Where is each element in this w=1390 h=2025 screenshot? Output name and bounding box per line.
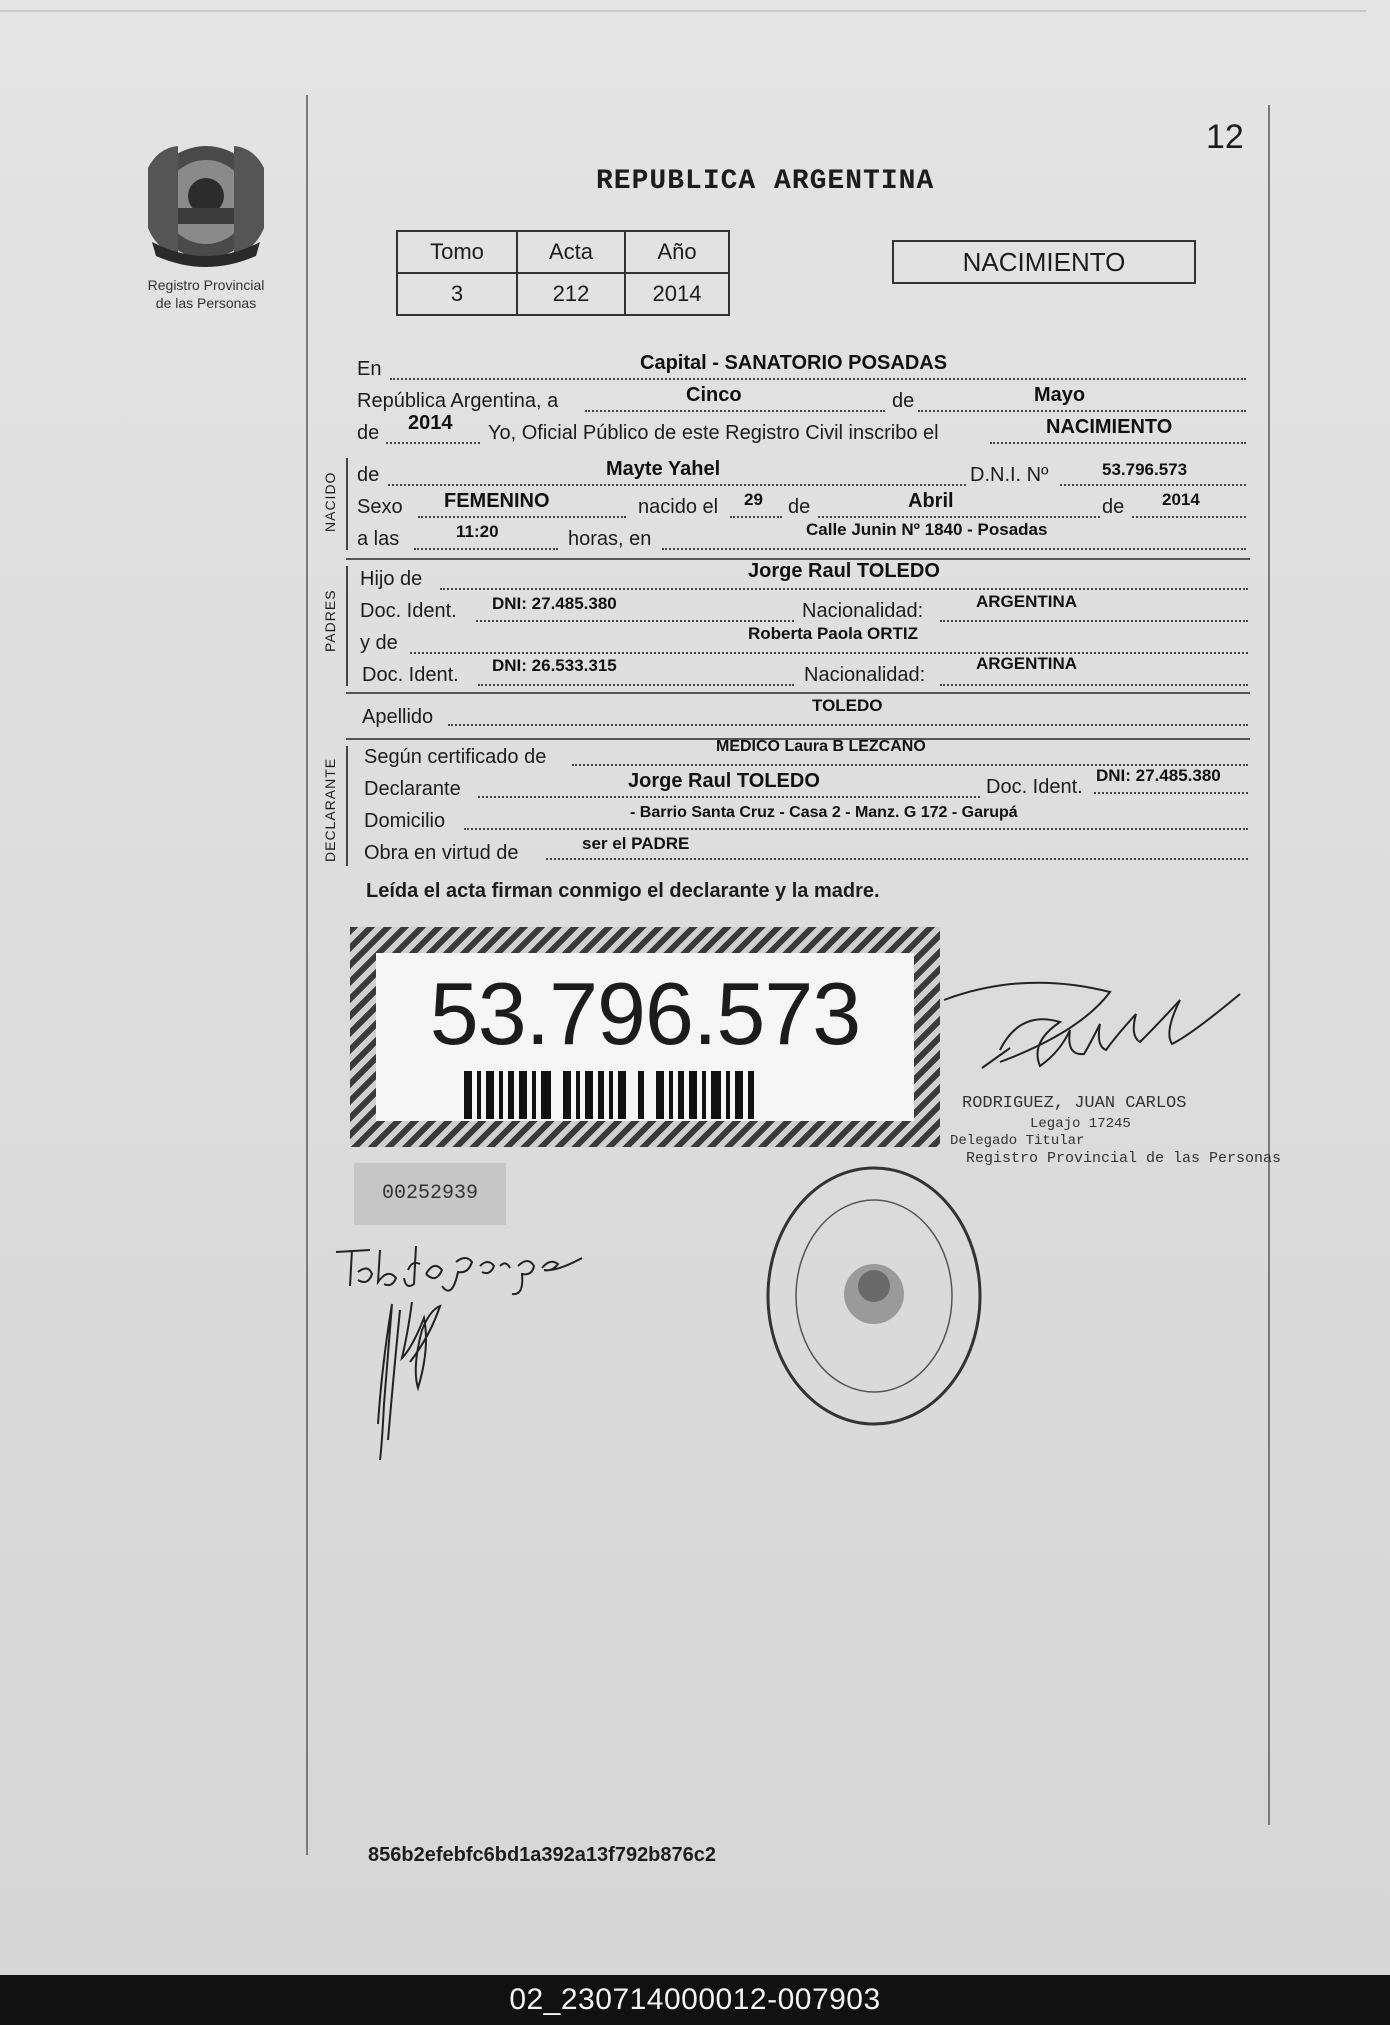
nacido-section-label: NACIDO	[322, 471, 338, 532]
dots	[388, 484, 966, 486]
mother-doc: DNI: 26.533.315	[492, 656, 617, 675]
anio-header: Año	[625, 231, 729, 273]
dni-number: 53.796.573	[429, 964, 861, 1063]
de-label-2: de	[788, 496, 811, 518]
official-registry: Registro Provincial de las Personas	[966, 1150, 1282, 1167]
declarante-section-label: DECLARANTE	[322, 757, 338, 862]
section-rule	[346, 458, 348, 550]
obra-value: ser el PADRE	[582, 834, 690, 853]
alas-label: a las	[357, 528, 400, 550]
dni-label-inner	[376, 953, 914, 1121]
registry-stamp	[758, 1146, 990, 1452]
closing-statement: Leída el acta firman conmigo el declarante y la madre.	[366, 880, 880, 902]
dots	[662, 548, 1246, 550]
dots	[478, 796, 980, 798]
logo-caption-line-1: Registro Provincial	[147, 277, 265, 293]
dni-label: D.N.I. Nº	[970, 464, 1049, 486]
footer-id: 02_230714000012-007903	[0, 1975, 1390, 2025]
child-dni: 53.796.573	[1102, 460, 1188, 479]
dots	[546, 858, 1248, 860]
apellido-label: Apellido	[362, 706, 434, 728]
declarante-doc-label: Doc. Ident.	[986, 776, 1083, 798]
de2-label: de	[357, 422, 380, 444]
nacido-de-label: de	[357, 464, 380, 486]
dots	[1094, 792, 1248, 794]
nacido-el-label: nacido el	[638, 496, 719, 518]
left-margin-line	[306, 95, 308, 1855]
serial-number: 00252939	[354, 1163, 506, 1225]
dots	[940, 684, 1248, 686]
de-label-3: de	[1102, 496, 1125, 518]
acta-header: Acta	[517, 231, 625, 273]
dots	[940, 620, 1248, 622]
mother-nationality: ARGENTINA	[976, 654, 1078, 673]
dots	[414, 548, 558, 550]
logo-caption-line-2: de las Personas	[155, 295, 257, 311]
dots	[730, 516, 782, 518]
certificate-value: MEDICO Laura B LEZCANO	[716, 738, 926, 755]
birth-year: 2014	[1162, 490, 1200, 509]
hr	[346, 692, 1250, 694]
apellido-value: TOLEDO	[812, 696, 883, 715]
barcode	[464, 1071, 759, 1119]
birth-day: 29	[744, 490, 763, 509]
year-value: 2014	[408, 412, 453, 434]
father-name: Jorge Raul TOLEDO	[748, 560, 940, 582]
birth-place: Calle Junin Nº 1840 - Posadas	[806, 520, 1048, 539]
document-title: REPUBLICA ARGENTINA	[596, 166, 935, 197]
sexo-label: Sexo	[357, 496, 403, 518]
section-rule	[346, 566, 348, 686]
cert-label: Según certificado de	[364, 746, 547, 768]
declarante-doc: DNI: 27.485.380	[1096, 766, 1221, 785]
month-value: Mayo	[1034, 384, 1086, 406]
declarante-label: Declarante	[364, 778, 461, 800]
dots	[585, 410, 885, 412]
dots	[464, 828, 1248, 830]
dots	[386, 442, 480, 444]
horas-label: horas, en	[568, 528, 652, 550]
dots	[418, 516, 626, 518]
logo-caption	[128, 276, 284, 312]
acta-value: 212	[517, 273, 625, 315]
place-value: Capital - SANATORIO POSADAS	[640, 352, 948, 374]
dots	[390, 378, 1246, 380]
mother-nat-label: Nacionalidad:	[804, 664, 926, 686]
dots	[1060, 484, 1246, 486]
father-nat-label: Nacionalidad:	[802, 600, 924, 622]
document-hash: 856b2efebfc6bd1a392a13f792b876c2	[368, 1844, 717, 1866]
dots	[440, 588, 1248, 590]
page-number: 12	[1206, 118, 1244, 156]
dots	[448, 724, 1248, 726]
de-label: de	[892, 390, 915, 412]
tomo-header: Tomo	[397, 231, 517, 273]
dots	[990, 442, 1246, 444]
mother-doc-label: Doc. Ident.	[362, 664, 459, 686]
child-name: Mayte Yahel	[606, 458, 721, 480]
dots	[918, 410, 1246, 412]
anio-value: 2014	[625, 273, 729, 315]
republica-label: República Argentina, a	[357, 390, 559, 412]
official-role: Delegado Titular	[950, 1133, 1085, 1149]
dots	[476, 620, 794, 622]
official-legajo: Legajo 17245	[1030, 1116, 1131, 1132]
section-rule	[346, 746, 348, 866]
birth-month: Abril	[908, 490, 954, 512]
en-label: En	[357, 358, 382, 380]
dots	[818, 516, 1100, 518]
dni-barcode-label	[350, 927, 940, 1147]
declarante-value: Jorge Raul TOLEDO	[628, 770, 820, 792]
day-value: Cinco	[686, 384, 742, 406]
father-nationality: ARGENTINA	[976, 592, 1078, 611]
tomo-value: 3	[397, 273, 517, 315]
official-signature	[940, 960, 1280, 1100]
declarant-signature	[330, 1240, 600, 1490]
act-type-value: NACIMIENTO	[1046, 416, 1173, 438]
sexo-value: FEMENINO	[444, 490, 550, 512]
dots	[1132, 516, 1246, 518]
record-reference-table	[396, 230, 730, 316]
record-type-box: NACIMIENTO	[892, 240, 1196, 284]
oficial-text: Yo, Oficial Público de este Registro Civil inscribo el	[488, 422, 939, 444]
dots	[478, 684, 794, 686]
domicilio-label: Domicilio	[364, 810, 446, 832]
father-doc-label: Doc. Ident.	[360, 600, 457, 622]
obra-label: Obra en virtud de	[364, 842, 519, 864]
province-logo	[138, 138, 274, 274]
padres-section-label: PADRES	[322, 589, 338, 652]
hijo-label: Hijo de	[360, 568, 423, 590]
yde-label: y de	[360, 632, 398, 654]
birth-time: 11:20	[456, 522, 499, 541]
father-doc: DNI: 27.485.380	[492, 594, 617, 613]
domicilio-value: - Barrio Santa Cruz - Casa 2 - Manz. G 172 - Garupá	[630, 804, 1018, 821]
official-name: RODRIGUEZ, JUAN CARLOS	[962, 1094, 1187, 1113]
dots	[410, 652, 1248, 654]
mother-name: Roberta Paola ORTIZ	[748, 624, 919, 643]
